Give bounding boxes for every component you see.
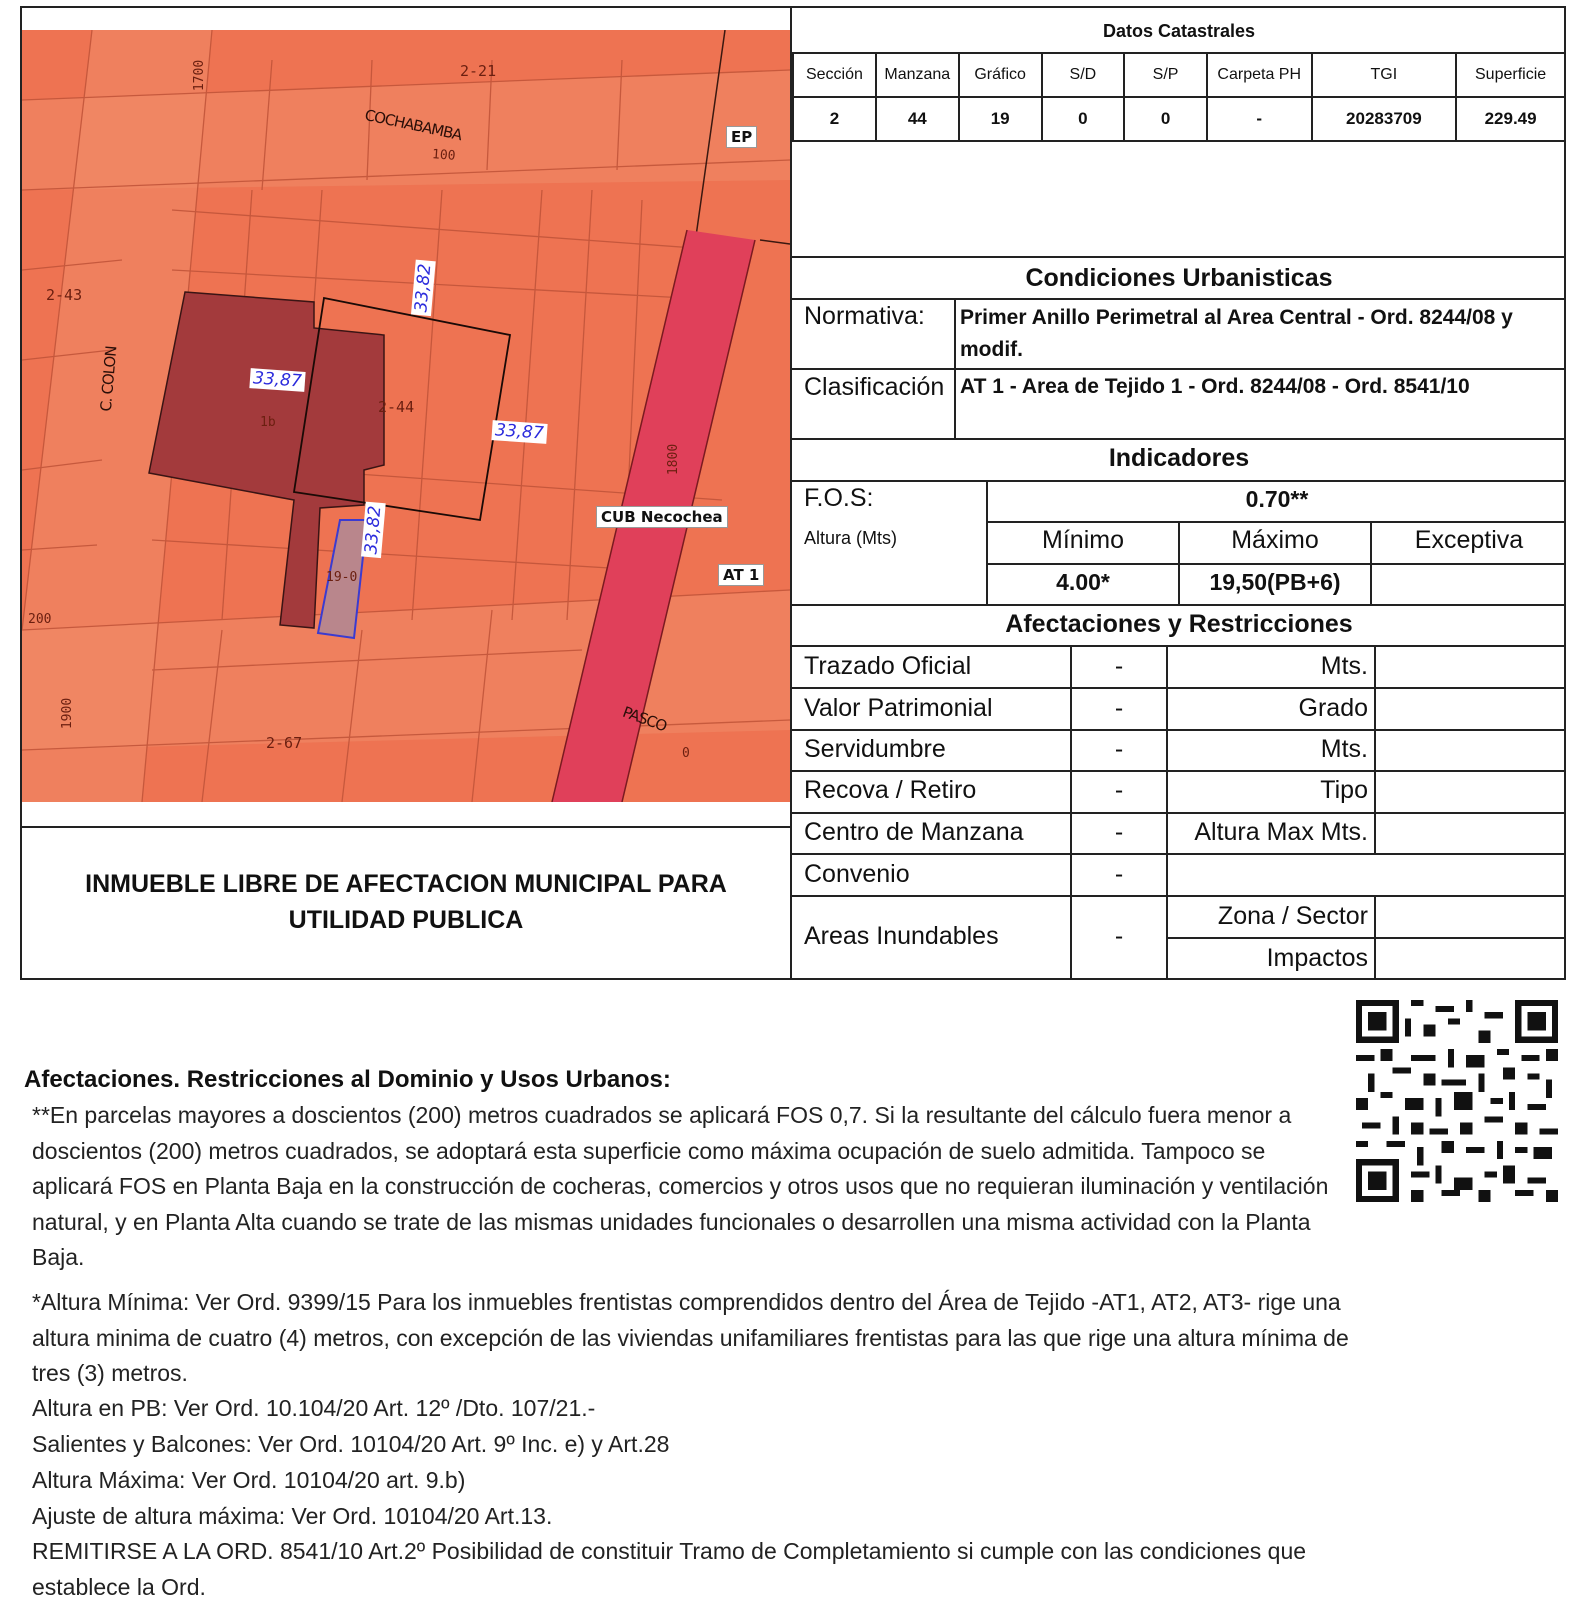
catastro-value: 0: [1042, 97, 1125, 141]
altura-maximo-value: 19,50(PB+6): [1209, 569, 1341, 595]
afect-row-label: Recova / Retiro: [804, 776, 977, 804]
condiciones-title: Condiciones Urbanisticas: [1025, 264, 1333, 292]
catastro-header: Superficie: [1456, 53, 1565, 97]
map-bottom-border: [20, 826, 792, 828]
notes-altura-maxima: Altura Máxima: Ver Ord. 10104/20 art. 9.b): [32, 1467, 466, 1493]
afect-row-label: Trazado Oficial: [804, 652, 972, 680]
impactos-label: Impactos: [1266, 944, 1368, 972]
clasificacion-label: Clasificación: [804, 373, 945, 401]
map-dim-right: 33,87: [491, 420, 547, 444]
map-street-cochabamba: COCHABAMBA: [363, 105, 464, 145]
notes-salientes: Salientes y Balcones: Ver Ord. 10104/20 Art. 9º Inc. e) y Art.28: [32, 1431, 670, 1457]
afect-row-label: Servidumbre: [804, 735, 946, 763]
catastro-header: TGI: [1312, 53, 1457, 97]
map-badge-cub: CUB Necochea: [596, 506, 728, 528]
cadastral-map[interactable]: [22, 30, 790, 802]
normativa-value: Primer Anillo Perimetral al Area Central - Ord. 8244/08 y modif.: [960, 306, 1513, 361]
normativa-label: Normativa:: [804, 302, 925, 330]
zona-sector-label: Zona / Sector: [1217, 902, 1368, 930]
catastro-value: 20283709: [1312, 97, 1457, 141]
map-label-block-243: 2-43: [46, 286, 83, 304]
catastro-header-row: [793, 53, 1565, 97]
divider: [986, 521, 1566, 523]
map-canvas: [22, 30, 790, 802]
divider: [792, 687, 1566, 689]
map-label-block-267: 2-67: [266, 734, 303, 752]
notes-ajuste-altura: Ajuste de altura máxima: Ver Ord. 10104/20 Art.13.: [32, 1503, 553, 1529]
catastro-value: 229.49: [1456, 97, 1565, 141]
map-label-100: 100: [431, 147, 456, 164]
afect-row-value: -: [1114, 860, 1124, 888]
map-label-block-244: 2-44: [378, 398, 415, 416]
catastro-value: -: [1207, 97, 1312, 141]
map-label-0: 0: [682, 746, 690, 761]
divider: [1374, 645, 1376, 854]
map-street-colon: C. COLON: [96, 345, 121, 413]
notes-altura-pb: Altura en PB: Ver Ord. 10.104/20 Art. 12º /Dto. 107/21.-: [32, 1395, 596, 1421]
divider: [792, 853, 1566, 855]
catastro-value-row: [793, 97, 1565, 141]
map-label-parcel-1b: 1b: [260, 415, 276, 430]
catastro-value: 19: [959, 97, 1042, 141]
catastro-value: 0: [1124, 97, 1207, 141]
divider: [792, 298, 1566, 300]
altura-exceptiva-label: Exceptiva: [1414, 526, 1524, 554]
afect-row-value: -: [1114, 776, 1124, 804]
map-dim-left: 33,87: [249, 368, 305, 392]
afect-row-label: Centro de Manzana: [804, 818, 1024, 846]
catastro-value: 2: [793, 97, 876, 141]
afect-row-value: -: [1114, 652, 1124, 680]
qr-code-icon: [1356, 1000, 1558, 1202]
altura-label: Altura (Mts): [804, 528, 898, 548]
inundables-label: Areas Inundables: [804, 922, 999, 950]
catastro-value: 44: [876, 97, 959, 141]
map-label-1900: 1900: [60, 697, 76, 730]
catastro-table: [792, 52, 1566, 142]
afect-row-unit: Grado: [1298, 694, 1368, 722]
afect-row-unit: Mts.: [1320, 652, 1368, 680]
inundables-value: -: [1114, 922, 1124, 950]
catastro-header: Sección: [793, 53, 876, 97]
fos-value: 0.70**: [1245, 486, 1309, 512]
divider: [792, 438, 1566, 440]
map-table-divider: [790, 6, 792, 980]
catastro-header: S/D: [1042, 53, 1125, 97]
clasificacion-value: AT 1 - Area de Tejido 1 - Ord. 8244/08 - Ord. 8541/10: [960, 375, 1470, 398]
map-badge-at1: AT 1: [718, 564, 764, 586]
fos-note: **En parcelas mayores a doscientos (200) metros cuadrados se aplicará FOS 0,7. Si la resultante del cálculo fuera menor a doscientos (200) metros cuadrados, se adoptará esta superficie como máxima ocupación de suelo admitida. Tampoco se aplicará FOS en Planta Baja en la construcción de cocheras, comercios y otros usos que no requieran iluminación y ventilación natural, y en Planta Alta cuando se trate de las mismas unidades funcionales o desarrollen una misma actividad con la Planta Baja.: [32, 1102, 1329, 1270]
divider: [792, 368, 1566, 370]
afect-row-label: Valor Patrimonial: [804, 694, 993, 722]
map-dim-top: 33,82: [411, 260, 436, 316]
map-label-block-221: 2-21: [460, 62, 497, 80]
map-label-1800: 1800: [666, 443, 682, 476]
map-dim-bottom: 33,82: [361, 502, 386, 558]
map-label-200: 200: [28, 612, 52, 627]
divider: [792, 812, 1566, 814]
notes-title: Afectaciones. Restricciones al Dominio y Usos Urbanos:: [24, 1066, 671, 1093]
divider: [792, 256, 1566, 258]
indicadores-title: Indicadores: [1108, 444, 1250, 472]
afect-row-label: Convenio: [804, 860, 910, 888]
afect-row-unit: Mts.: [1320, 735, 1368, 763]
afect-row-unit: Tipo: [1320, 776, 1368, 804]
catastro-header: Manzana: [876, 53, 959, 97]
map-street-pasco: PASCO: [620, 702, 669, 736]
afect-row-value: -: [1114, 818, 1124, 846]
notes-remitirse: REMITIRSE A LA ORD. 8541/10 Art.2º Posibilidad de constituir Tramo de Completamiento si cumple con las condiciones que establece la Ord.: [32, 1538, 1307, 1600]
catastro-header: Carpeta PH: [1207, 53, 1312, 97]
altura-maximo-label: Máximo: [1231, 526, 1319, 554]
map-label-1700: 1700: [192, 59, 208, 92]
altura-minimo-label: Mínimo: [1042, 526, 1124, 554]
map-badge-ep: EP: [726, 126, 757, 148]
divider: [792, 895, 1566, 897]
divider: [1166, 937, 1566, 939]
divider: [792, 480, 1566, 482]
catastro-title: Datos Catastrales: [1102, 21, 1256, 41]
divider: [792, 729, 1566, 731]
divider: [792, 645, 1566, 647]
afect-row-value: -: [1114, 735, 1124, 763]
divider: [792, 770, 1566, 772]
altura-minimo-value: 4.00*: [1056, 569, 1110, 595]
fos-label: F.O.S:: [804, 484, 874, 512]
free-of-affectation-note: INMUEBLE LIBRE DE AFECTACION MUNICIPAL PARA UTILIDAD PUBLICA: [85, 870, 727, 934]
notes-altura-minima: *Altura Mínima: Ver Ord. 9399/15 Para los inmuebles frentistas comprendidos dentro del Área de Tejido -AT1, AT2, AT3- rige una altura minima de cuatro (4) metros, con excepción de las viviendas unifamiliares frentistas para las que rige una altura mínima de tres (3) metros.: [32, 1289, 1349, 1386]
afect-row-value: -: [1114, 694, 1124, 722]
afectaciones-title: Afectaciones y Restricciones: [1005, 610, 1353, 638]
afect-row-unit: Altura Max Mts.: [1194, 818, 1368, 846]
catastro-header: S/P: [1124, 53, 1207, 97]
map-label-parcel-190: 19-0: [326, 570, 358, 585]
divider: [986, 563, 1566, 565]
catastro-header: Gráfico: [959, 53, 1042, 97]
divider: [792, 604, 1566, 606]
